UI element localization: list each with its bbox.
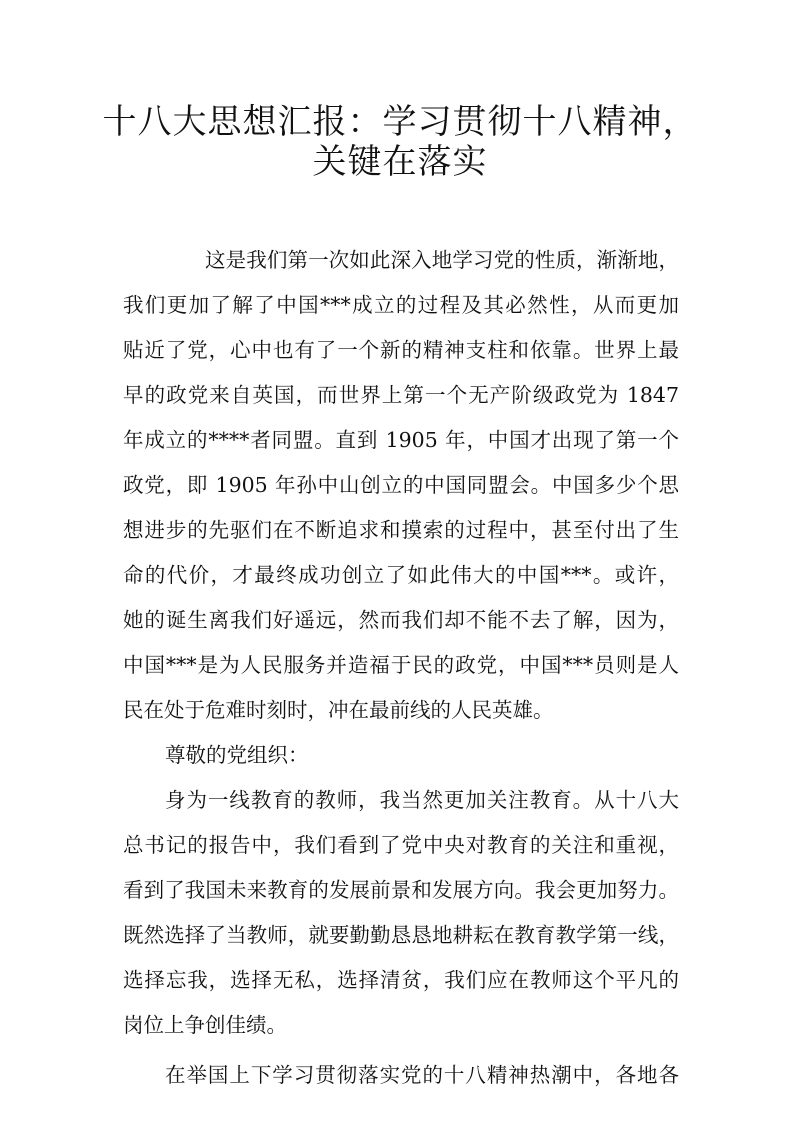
paragraph-3-line: 在举国上下学习贯彻落实党的十八精神热潮中，各地各 xyxy=(165,1063,679,1087)
document-title-line-2: 关键在落实 xyxy=(312,142,488,182)
paragraph-1-line: 我们更加了解了中国***成立的过程及其必然性，从而更加 xyxy=(123,293,679,317)
paragraph-2-line: 看到了我国未来教育的发展前景和发展方向。我会更加努力。 xyxy=(123,878,679,902)
paragraph-1-line: 命的代价，才最终成功创立了如此伟大的中国***。或许， xyxy=(123,563,679,587)
paragraph-1-line: 贴近了党，心中也有了一个新的精神支柱和依靠。世界上最 xyxy=(123,338,679,362)
paragraph-1-line: 早的政党来自英国，而世界上第一个无产阶级政党为 1847 xyxy=(123,383,679,407)
paragraph-1-line: 民在处于危难时刻时，冲在最前线的人民英雄。 xyxy=(123,698,554,722)
salutation: 尊敬的党组织： xyxy=(165,743,309,767)
paragraph-2-line: 岗位上争创佳绩。 xyxy=(123,1013,287,1037)
paragraph-1-line: 这是我们第一次如此深入地学习党的性质，渐渐地， xyxy=(205,248,679,272)
paragraph-2-line: 总书记的报告中，我们看到了党中央对教育的关注和重视， xyxy=(123,833,679,857)
paragraph-1-line: 中国***是为人民服务并造福于民的政党，中国***员则是人 xyxy=(123,653,679,677)
paragraph-1-line: 她的诞生离我们好遥远，然而我们却不能不去了解，因为， xyxy=(123,608,679,632)
document-title-line-1: 十八大思想汇报：学习贯彻十八精神， xyxy=(102,102,698,142)
paragraph-2-line: 选择忘我，选择无私，选择清贫，我们应在教师这个平凡的 xyxy=(123,968,679,992)
paragraph-1-line: 年成立的****者同盟。直到 1905 年，中国才出现了第一个 xyxy=(123,428,679,452)
paragraph-2-line: 身为一线教育的教师，我当然更加关注教育。从十八大 xyxy=(165,788,679,812)
paragraph-1-line: 想进步的先驱们在不断追求和摸索的过程中，甚至付出了生 xyxy=(123,518,679,542)
paragraph-2-line: 既然选择了当教师，就要勤勤恳恳地耕耘在教育教学第一线， xyxy=(123,923,679,947)
paragraph-1-line: 政党，即 1905 年孙中山创立的中国同盟会。中国多少个思 xyxy=(123,473,679,497)
